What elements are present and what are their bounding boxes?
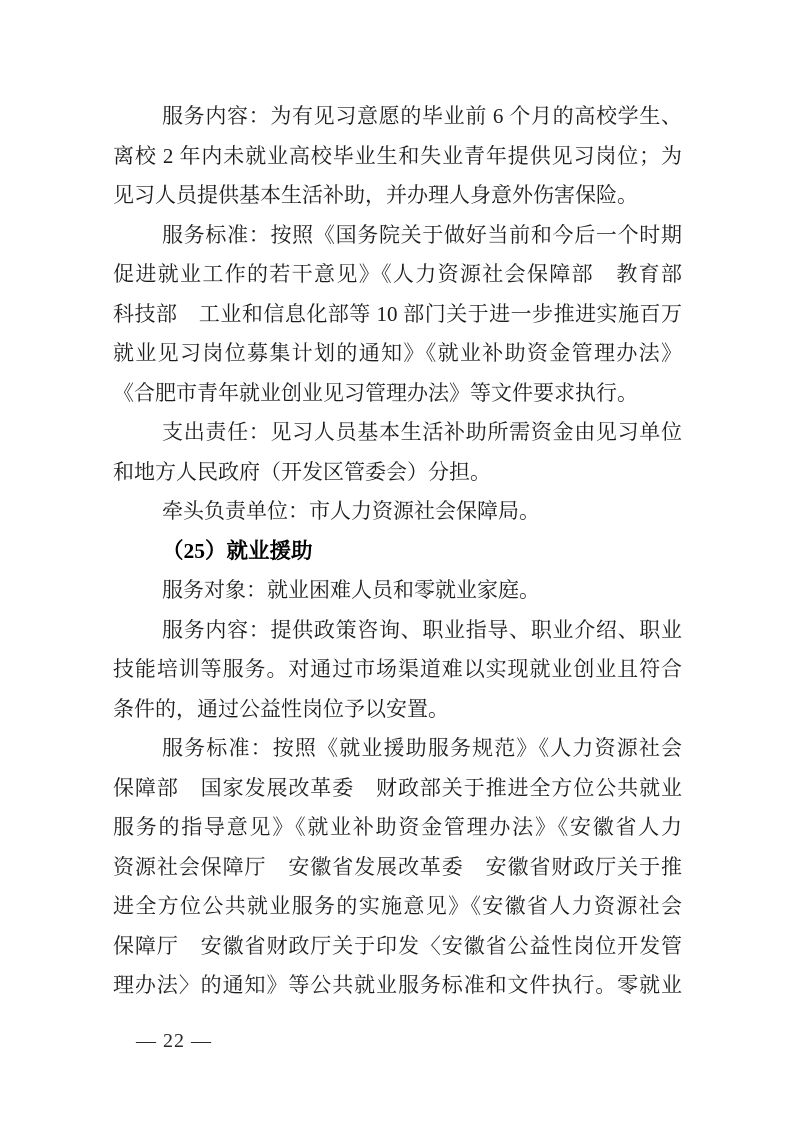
paragraph-line: 促进就业工作的若干意见》《人力资源社会保障部 教育部	[113, 262, 682, 286]
paragraph-line: 支出责任：见习人员基本生活补助所需资金由见习单位	[162, 420, 682, 444]
paragraph-line: 条件的，通过公益性岗位予以安置。	[113, 696, 449, 721]
paragraph-line: 服务标准：按照《就业援助服务规范》《人力资源社会	[162, 736, 682, 760]
section-heading-25: （25）就业援助	[162, 538, 313, 563]
paragraph-line: 牵头负责单位：市人力资源社会保障局。	[162, 499, 540, 523]
paragraph-line: 保障部 国家发展改革委 财政部关于推进全方位公共就业	[113, 775, 682, 800]
paragraph-line: 服务的指导意见》《就业补助资金管理办法》《安徽省人力	[113, 815, 682, 839]
paragraph-line: 服务内容：提供政策咨询、职业指导、职业介绍、职业	[162, 617, 682, 642]
paragraph-line: 和地方人民政府（开发区管委会）分担。	[113, 459, 491, 484]
paragraph-line: 离校 2 年内未就业高校毕业生和失业青年提供见习岗位；为	[113, 143, 682, 168]
paragraph-line: 就业见习岗位募集计划的通知》《就业补助资金管理办法》	[113, 341, 682, 365]
paragraph-line: 《合肥市青年就业创业见习管理办法》等文件要求执行。	[113, 380, 638, 405]
paragraph-line: 资源社会保障厅 安徽省发展改革委 安徽省财政厅关于推	[113, 854, 682, 879]
paragraph-line: 进全方位公共就业服务的实施意见》《安徽省人力资源社会	[113, 894, 682, 918]
document-body	[113, 97, 682, 1006]
paragraph-line: 服务标准：按照《国务院关于做好当前和今后一个时期	[162, 222, 682, 247]
paragraph-line: 保障厅 安徽省财政厅关于印发〈安徽省公益性岗位开发管	[113, 933, 682, 958]
paragraph-line: 技能培训等服务。对通过市场渠道难以实现就业创业且符合	[113, 657, 682, 681]
page-number: — 22 —	[136, 1030, 212, 1052]
paragraph-line: 服务对象：就业困难人员和零就业家庭。	[162, 578, 540, 602]
paragraph-line: 理办法〉的通知》等公共就业服务标准和文件执行。零就业	[113, 973, 682, 997]
paragraph-line: 服务内容：为有见习意愿的毕业前 6 个月的高校学生、	[162, 104, 682, 128]
paragraph-line: 见习人员提供基本生活补助，并办理人身意外伤害保险。	[113, 183, 638, 207]
paragraph-line: 科技部 工业和信息化部等 10 部门关于进一步推进实施百万	[113, 301, 682, 326]
